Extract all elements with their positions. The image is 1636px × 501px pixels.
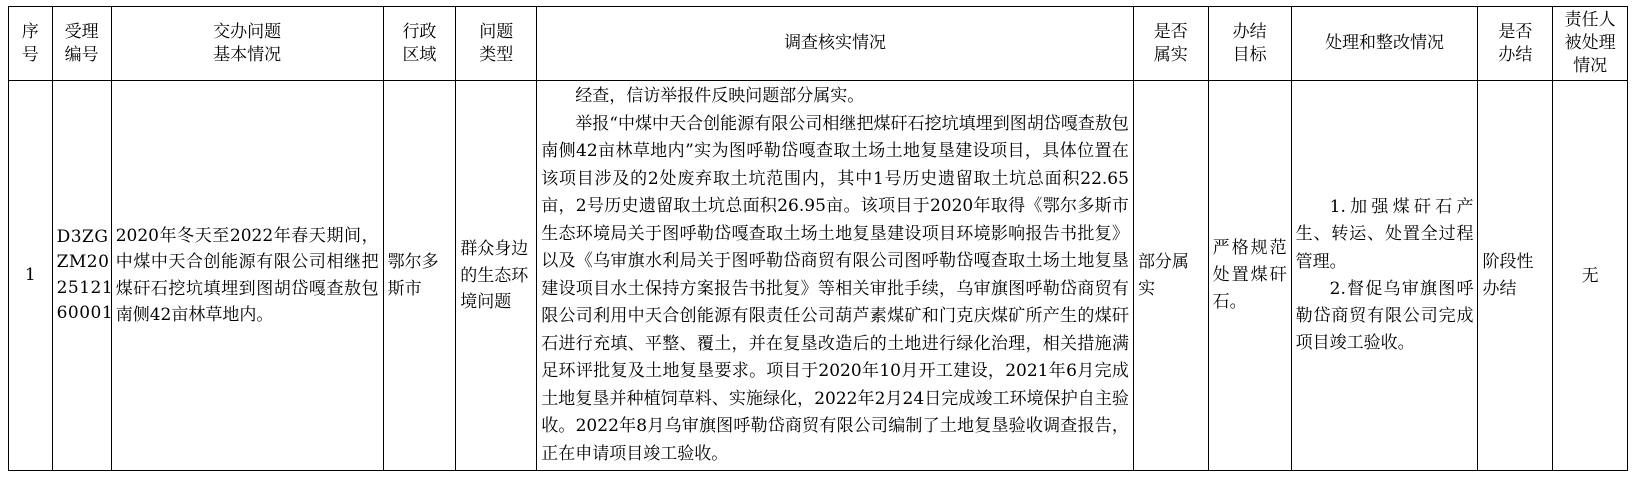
fix-paragraph: 1.加强煤矸石产生、转运、处置全过程管理。 xyxy=(1295,197,1474,272)
table-row xyxy=(9,81,1628,471)
cell-investigation xyxy=(537,81,1134,471)
cell-fix xyxy=(1291,81,1478,471)
investigation-paragraph: 经查，信访举报件反映问题部分属实。 xyxy=(575,86,865,106)
column-header-investigation: 调查核实情况 xyxy=(537,7,1134,81)
column-header-fix: 处理和整改情况 xyxy=(1291,7,1478,81)
cell-responsible: 无 xyxy=(1553,81,1628,471)
cell-seq: 1 xyxy=(9,81,53,471)
cell-isdone: 阶段性办结 xyxy=(1478,81,1553,471)
column-header-code: 受理 编号 xyxy=(52,7,111,81)
column-header-type: 问题 类型 xyxy=(456,7,537,81)
column-header-desc: 交办问题 基本情况 xyxy=(111,7,383,81)
table-header-row xyxy=(9,7,1628,81)
inspection-report-table xyxy=(8,6,1628,471)
column-header-istrue: 是否 属实 xyxy=(1133,7,1208,81)
investigation-paragraph: 举报“中煤中天合创能源有限公司相继把煤矸石挖坑填埋到图胡岱嘎查敖包南侧42亩林草地内”实为图呼勒岱嘎查取土场土地复垦建设项目，具体位置在该项目涉及的2处废弃取土坑范围内，其中1号历史遗留取土坑总面积22.65亩，2号历史遗留取土坑总面积26.95亩。该项目于2020年取得《鄂尔多斯市生态环境局关于图呼勒岱嘎查取土场土地复垦建设项目环境影响报告书批复》以及《乌审旗水利局关于图呼勒岱商贸有限公司图呼勒岱嘎查取土场土地复垦建设项目水土保持方案报告书批复》等相关审批手续，乌审旗图呼勒岱商贸有限公司利用中天合创能源有限责任公司葫芦素煤矿和门克庆煤矿所产生的煤矸石进行充填、平整、覆土，并在复垦改造后的土地进行绿化治理，相关措施满足环评批复及土地复垦要求。项目于2020年10月开工建设，2021年6月完成土地复垦并种植饲草料、实施绿化，2022年2月24日完成竣工环境保护自主验收。2022年8月乌审旗图呼勒岱商贸有限公司编制了土地复垦验收调查报告，正在申请项目竣工验收。 xyxy=(541,113,1129,464)
cell-istrue: 部分属实 xyxy=(1133,81,1208,471)
cell-type: 群众身边的生态环境问题 xyxy=(456,81,537,471)
column-header-seq: 序 号 xyxy=(9,7,53,81)
column-header-isdone: 是否 办结 xyxy=(1478,7,1553,81)
column-header-goal: 办结 目标 xyxy=(1208,7,1291,81)
column-header-responsible: 责任人 被处理 情况 xyxy=(1553,7,1628,81)
cell-goal: 严格规范处置煤矸石。 xyxy=(1208,81,1291,471)
fix-paragraph: 2.督促乌审旗图呼勒岱商贸有限公司完成项目竣工验收。 xyxy=(1295,278,1474,354)
cell-code: D3ZG ZM20 25121 60001 xyxy=(52,81,111,471)
cell-desc: 2020年冬天至2022年春天期间，中煤中天合创能源有限公司相继把煤矸石挖坑填埋到图胡岱嘎查敖包南侧42亩林草地内。 xyxy=(111,81,383,471)
cell-region: 鄂尔多斯市 xyxy=(383,81,456,471)
column-header-region: 行政 区域 xyxy=(383,7,456,81)
